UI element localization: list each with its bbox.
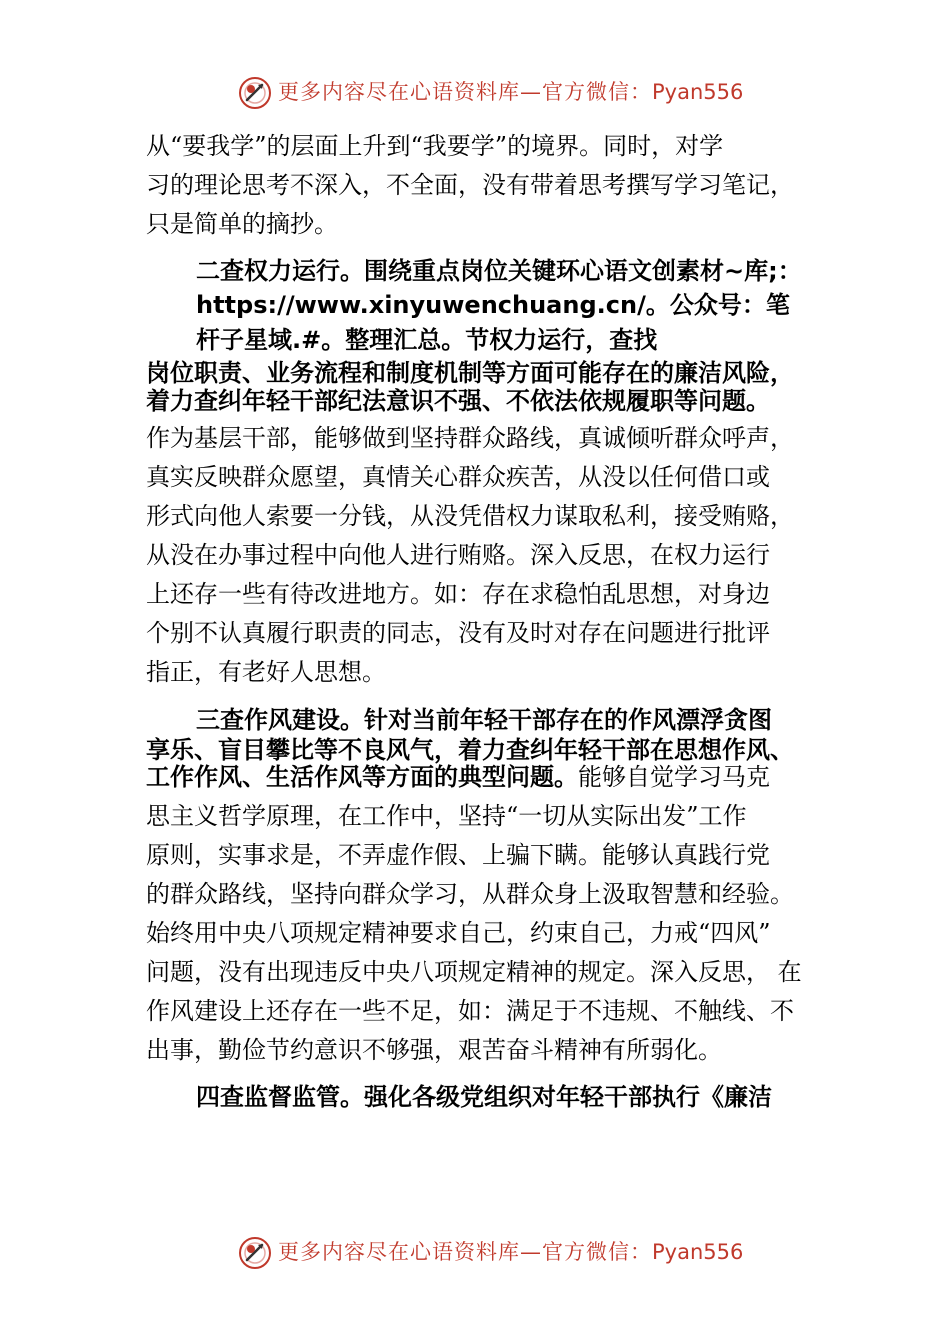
- logo-icon: [238, 1236, 272, 1270]
- section-heading: 二查权力运行。围绕重点岗位关键环心语文创素材~库;：: [196, 257, 802, 285]
- logo-icon: [238, 76, 272, 110]
- text-line: 从没在办事过程中向他人进行贿赂。深入反思，在权力运行: [146, 541, 770, 569]
- text-line: 指正，有老好人思想。: [146, 658, 386, 686]
- text-line: 真实反映群众愿望，真情关心群众疾苦，从没以任何借口或: [146, 463, 770, 491]
- section-heading: 四查监督监管。强化各级党组织对年轻干部执行《廉洁: [196, 1083, 772, 1111]
- text-line: 始终用中央八项规定精神要求自己，约束自己，力戒“四风”: [146, 919, 771, 947]
- header-text: 更多内容尽在心语资料库—官方微信：Pyan556: [278, 80, 744, 104]
- text-line: https://www.xinyuwenchuang.cn/。公众号：笔: [196, 291, 790, 319]
- normal-segment: 能够自觉学习马克: [578, 763, 770, 791]
- text-line: 岗位职责、业务流程和制度机制等方面可能存在的廉洁风险，: [146, 359, 794, 387]
- text-line: 出事，勤俭节约意识不够强，艰苦奋斗精神有所弱化。: [146, 1036, 722, 1064]
- text-line: 上还存一些有待改进地方。如：存在求稳怕乱思想，对身边: [146, 580, 770, 608]
- text-line: 形式向他人索要一分钱，从没凭借权力谋取私利，接受贿赂，: [146, 502, 794, 530]
- text-line: 的群众路线，坚持向群众学习，从群众身上汲取智慧和经验。: [146, 880, 794, 908]
- text-line: 作风建设上还存在一些不足，如：满足于不违规、不触线、不: [146, 997, 794, 1025]
- text-line: 着力查纠年轻干部纪法意识不强、不依法依规履职等问题。: [146, 387, 770, 415]
- text-line: 个别不认真履行职责的同志，没有及时对存在问题进行批评: [146, 619, 770, 647]
- page-header: [0, 72, 950, 112]
- text-line: [146, 762, 770, 792]
- text-line: 从“要我学”的层面上升到“我要学”的境界。同时，对学: [146, 132, 724, 160]
- text-line: 作为基层干部，能够做到坚持群众路线，真诚倾听群众呼声，: [146, 424, 794, 452]
- text-line: 思主义哲学原理，在工作中，坚持“一切从实际出发”工作: [146, 802, 747, 830]
- text-line: 问题，没有出现违反中央八项规定精神的规定。深入反思， 在: [146, 958, 802, 986]
- bold-segment: 工作作风、生活作风等方面的典型问题。: [146, 763, 578, 791]
- text-line: 只是简单的摘抄。: [146, 210, 338, 238]
- wechat-id: Pyan556: [652, 80, 744, 104]
- page-footer: [0, 1232, 950, 1272]
- wechat-id: Pyan556: [652, 1240, 744, 1264]
- text-line: 享乐、盲目攀比等不良风气，着力查纠年轻干部在思想作风、: [146, 736, 794, 764]
- section-heading: 三查作风建设。针对当前年轻干部存在的作风漂浮贪图: [196, 706, 772, 734]
- text-line: 杆子星域.#。整理汇总。节权力运行，查找: [196, 326, 658, 354]
- text-line: 习的理论思考不深入，不全面，没有带着思考撰写学习笔记，: [146, 171, 794, 199]
- footer-text: 更多内容尽在心语资料库—官方微信：Pyan556: [278, 1240, 744, 1264]
- text-line: 原则，实事求是，不弄虚作假、上骗下瞒。能够认真践行党: [146, 841, 770, 869]
